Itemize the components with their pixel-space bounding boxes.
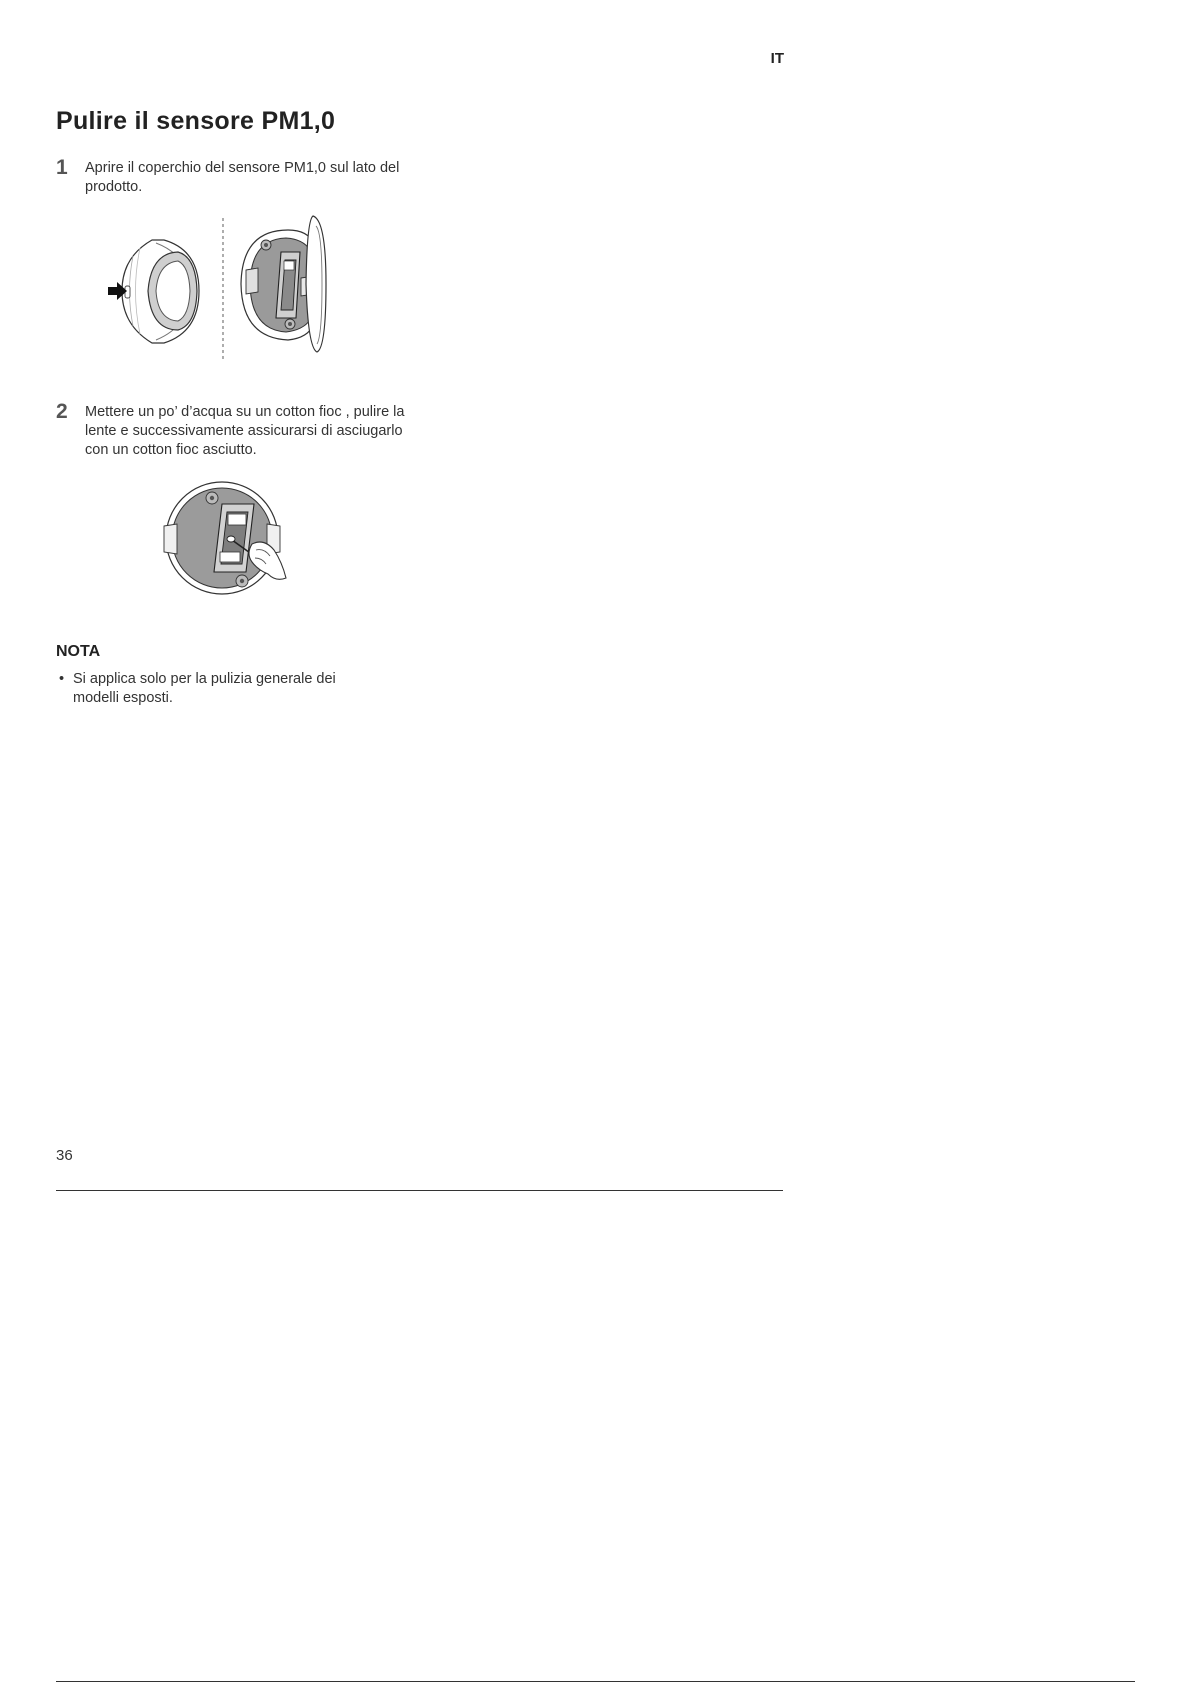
bullet-icon: • — [59, 671, 65, 687]
step-text: Aprire il coperchio del sensore PM1,0 sul lato del prodotto. — [85, 160, 400, 195]
page-divider — [56, 1190, 783, 1191]
page-title: Pulire il sensore PM1,0 — [56, 107, 336, 135]
note-heading: NOTA — [56, 643, 101, 660]
bottom-divider — [56, 1681, 1135, 1682]
page-number: 36 — [56, 1147, 73, 1164]
language-label: IT — [770, 50, 784, 67]
step-text: Mettere un po’ d’acqua su un cotton fioc , pulire la lente e successivamente assicurarsi di asciugarlo con un cotton fioc asciutto. — [85, 404, 405, 458]
device-open-view — [241, 216, 326, 352]
list-item — [56, 670, 376, 708]
note-list — [56, 670, 376, 708]
step-number: 1 — [56, 156, 68, 179]
device-open-front-view — [164, 482, 280, 594]
step-number: 2 — [56, 400, 68, 423]
sensor-cover-illustration — [100, 212, 360, 364]
sensor-cleaning-illustration — [160, 478, 295, 600]
note-text: Si applica solo per la pulizia generale dei modelli esposti. — [73, 671, 336, 706]
device-side-view — [122, 240, 199, 343]
